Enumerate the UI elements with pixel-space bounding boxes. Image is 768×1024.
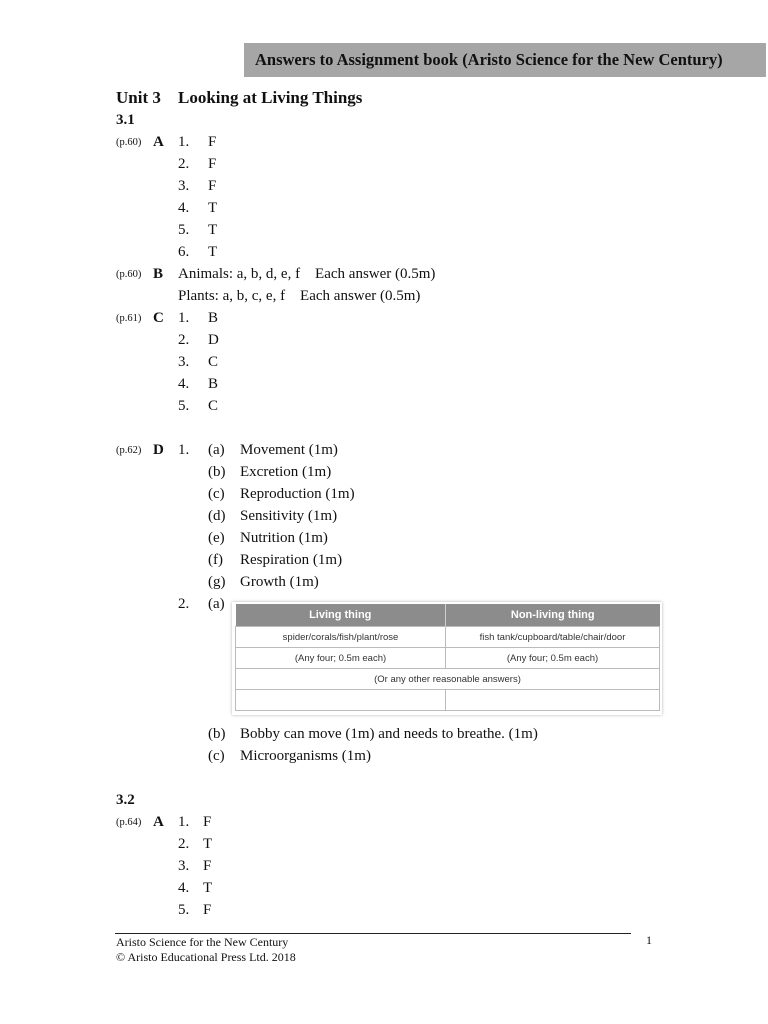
- sub-label: (c): [208, 486, 225, 502]
- item-number: 1.: [178, 814, 190, 830]
- part-letter: A: [153, 814, 164, 830]
- item-number: 4.: [178, 880, 190, 896]
- table-cell: fish tank/cupboard/table/chair/door: [446, 627, 660, 648]
- sub-label: (f): [208, 552, 223, 568]
- answer: Sensitivity (1m): [240, 508, 338, 524]
- table-row: [236, 669, 660, 690]
- answer: T: [203, 836, 213, 852]
- footer-rule: [115, 933, 631, 934]
- page-ref: (p.64): [116, 817, 142, 828]
- answer: F: [208, 134, 217, 150]
- item-number: 6.: [178, 244, 190, 260]
- table-cell: (Any four; 0.5m each): [236, 648, 446, 669]
- sub-label: (g): [208, 574, 226, 590]
- table-header-living: Living thing: [236, 604, 446, 627]
- part-letter: C: [153, 310, 164, 326]
- sub-label: (b): [208, 726, 226, 742]
- part-letter: A: [153, 134, 164, 150]
- answer: C: [208, 354, 219, 370]
- answer: F: [208, 156, 217, 172]
- answer: D: [208, 332, 219, 348]
- page-ref: (p.60): [116, 137, 142, 148]
- sub-label: (b): [208, 464, 226, 480]
- answer: Growth (1m): [240, 574, 319, 590]
- answer: Excretion (1m): [240, 464, 332, 480]
- answer: F: [203, 858, 212, 874]
- sub-label: (a): [208, 442, 225, 458]
- answer: F: [203, 902, 212, 918]
- sub-label: (a): [208, 596, 225, 612]
- item-number: 5.: [178, 222, 190, 238]
- unit-name: Looking at Living Things: [178, 88, 363, 107]
- item-number: 3.: [178, 354, 190, 370]
- page-ref: (p.62): [116, 445, 142, 456]
- answer: B: [208, 376, 219, 392]
- part-letter: D: [153, 442, 164, 458]
- answer: Respiration (1m): [240, 552, 343, 568]
- table-cell: (Any four; 0.5m each): [446, 648, 660, 669]
- answer: Reproduction (1m): [240, 486, 355, 502]
- footer-book-title: Aristo Science for the New Century: [116, 935, 289, 949]
- question-number: 2.: [178, 596, 190, 612]
- answer-table: [232, 602, 662, 715]
- unit-number: Unit 3: [116, 88, 161, 107]
- answer: T: [208, 222, 218, 238]
- page-ref: (p.60): [116, 269, 142, 280]
- sub-label: (e): [208, 530, 225, 546]
- answer-line: Animals: a, b, d, e, f Each answer (0.5m): [178, 266, 436, 282]
- page-number: 1: [646, 933, 652, 947]
- item-number: 5.: [178, 902, 190, 918]
- table-note: (Or any other reasonable answers): [236, 669, 660, 690]
- answer: T: [203, 880, 213, 896]
- item-number: 2.: [178, 332, 190, 348]
- item-number: 3.: [178, 178, 190, 194]
- answer: C: [208, 398, 219, 414]
- page-ref: (p.61): [116, 313, 142, 324]
- answer: Microorganisms (1m): [240, 748, 371, 764]
- footer-copyright: © Aristo Educational Press Ltd. 2018: [116, 950, 296, 964]
- unit-title: [116, 88, 362, 108]
- answer: Bobby can move (1m) and needs to breathe. (1m): [240, 726, 538, 742]
- item-number: 3.: [178, 858, 190, 874]
- table-cell: spider/corals/fish/plant/rose: [236, 627, 446, 648]
- answer: T: [208, 200, 218, 216]
- answer: F: [203, 814, 212, 830]
- item-number: 4.: [178, 376, 190, 392]
- document-header: Answers to Assignment book (Aristo Science for the New Century): [244, 43, 766, 77]
- answer: F: [208, 178, 217, 194]
- item-number: 5.: [178, 398, 190, 414]
- answer: Movement (1m): [240, 442, 338, 458]
- table-row: [236, 648, 660, 669]
- table-cell: [446, 690, 660, 711]
- section-heading-3-1: 3.1: [116, 112, 135, 128]
- table-row: [236, 690, 660, 711]
- section-heading-3-2: 3.2: [116, 792, 135, 808]
- sub-label: (c): [208, 748, 225, 764]
- answer: B: [208, 310, 219, 326]
- part-letter: B: [153, 266, 164, 282]
- question-number: 1.: [178, 442, 190, 458]
- table-header-non-living: Non-living thing: [446, 604, 660, 627]
- item-number: 1.: [178, 134, 190, 150]
- table-cell: [236, 690, 446, 711]
- table-row: [236, 627, 660, 648]
- sub-label: (d): [208, 508, 226, 524]
- item-number: 2.: [178, 156, 190, 172]
- item-number: 2.: [178, 836, 190, 852]
- item-number: 1.: [178, 310, 190, 326]
- answer: Nutrition (1m): [240, 530, 328, 546]
- answer-line: Plants: a, b, c, e, f Each answer (0.5m): [178, 288, 421, 304]
- item-number: 4.: [178, 200, 190, 216]
- answer: T: [208, 244, 218, 260]
